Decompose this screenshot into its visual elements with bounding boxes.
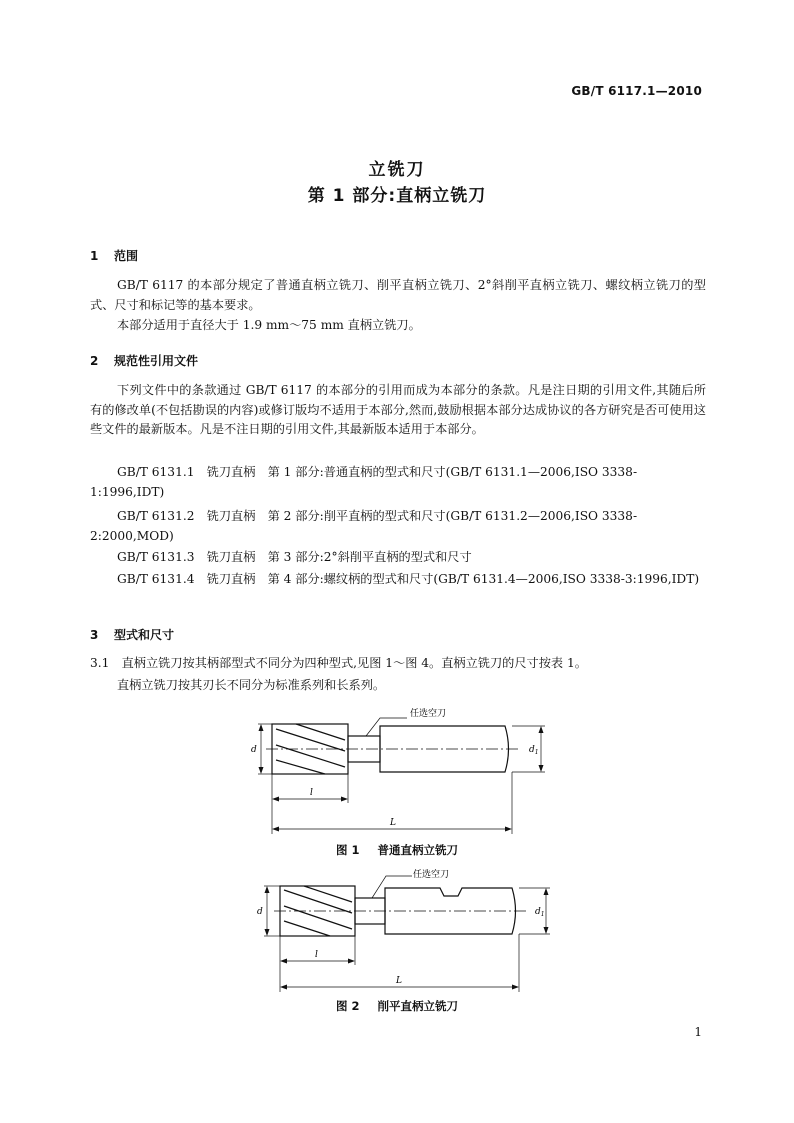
figure-2-caption: 图 2 削平直柄立铣刀 xyxy=(335,999,458,1013)
section-3-heading xyxy=(90,626,174,643)
callout-leader xyxy=(366,718,407,736)
section-title: 规范性引用文件 xyxy=(114,354,199,368)
callout-label: 任选空刀 xyxy=(413,870,450,880)
page-number: 1 xyxy=(694,1025,702,1039)
section-number: 3 xyxy=(90,628,99,642)
dimension-d1-label: $d_1$ xyxy=(529,745,539,756)
dimension-d1-label: $d_1$ xyxy=(535,907,545,918)
dimension-d-label: d xyxy=(257,907,263,917)
figure-1-drawing xyxy=(230,700,570,840)
reference-item: GB/T 6131.2 铣刀直柄 第 2 部分:削平直柄的型式和尺寸(GB/T 6131.2—2006,ISO 3338-2:2000,MOD) xyxy=(90,509,638,543)
reference-item: GB/T 6131.4 铣刀直柄 第 4 部分:螺纹柄的型式和尺寸(GB/T 6131.4—2006,ISO 3338-3:1996,IDT) xyxy=(117,572,700,586)
dimension-l-label: l xyxy=(315,950,318,960)
section-title: 型式和尺寸 xyxy=(114,628,175,642)
figure-1-caption: 图 1 普通直柄立铣刀 xyxy=(335,843,458,857)
section-2-heading xyxy=(90,352,198,369)
section-number: 1 xyxy=(90,249,99,263)
section-number: 2 xyxy=(90,354,99,368)
document-title: 立铣刀 xyxy=(368,160,426,180)
dimension-L-label: L xyxy=(396,976,402,986)
section-3-paragraph-2: 直柄立铣刀按其刃长不同分为标准系列和长系列。 xyxy=(117,678,386,692)
document-subtitle: 第 1 部分:直柄立铣刀 xyxy=(307,186,487,206)
clause-3-1: 3.1 直柄立铣刀按其柄部型式不同分为四种型式,见图 1～图 4。直柄立铣刀的尺寸按表 1。 xyxy=(90,656,587,670)
figure-2-drawing xyxy=(230,862,570,997)
section-title: 范围 xyxy=(114,249,139,263)
dimension-L-label: L xyxy=(390,818,396,828)
section-1-paragraph-2: 本部分适用于直径大于 1.9 mm～75 mm 直柄立铣刀。 xyxy=(117,318,421,332)
dimension-l-label: l xyxy=(310,788,313,798)
callout-leader xyxy=(372,876,412,898)
section-1-heading xyxy=(90,247,138,264)
standard-number: GB/T 6117.1—2010 xyxy=(571,84,702,98)
reference-item: GB/T 6131.1 铣刀直柄 第 1 部分:普通直柄的型式和尺寸(GB/T 6131.1—2006,ISO 3338-1:1996,IDT) xyxy=(90,465,638,499)
reference-item: GB/T 6131.3 铣刀直柄 第 3 部分:2°斜削平直柄的型式和尺寸 xyxy=(117,550,472,564)
callout-label: 任选空刀 xyxy=(410,709,447,719)
section-2-paragraph-1: 下列文件中的条款通过 GB/T 6117 的本部分的引用而成为本部分的条款。凡是注日期的引用文件,其随后所有的修改单(不包括勘误的内容)或修订版均不适用于本部分,然而,鼓励根据本部分达成协议的各方研究是否可使用这些文件的最新版本。凡是不注日期的引用文件,其最新版本适用于本部分。 xyxy=(90,383,706,436)
section-1-paragraph-1: GB/T 6117 的本部分规定了普通直柄立铣刀、削平直柄立铣刀、2°斜削平直柄立铣刀、螺纹柄立铣刀的型式、尺寸和标记等的基本要求。 xyxy=(90,278,706,312)
dimension-d-label: d xyxy=(251,745,257,755)
